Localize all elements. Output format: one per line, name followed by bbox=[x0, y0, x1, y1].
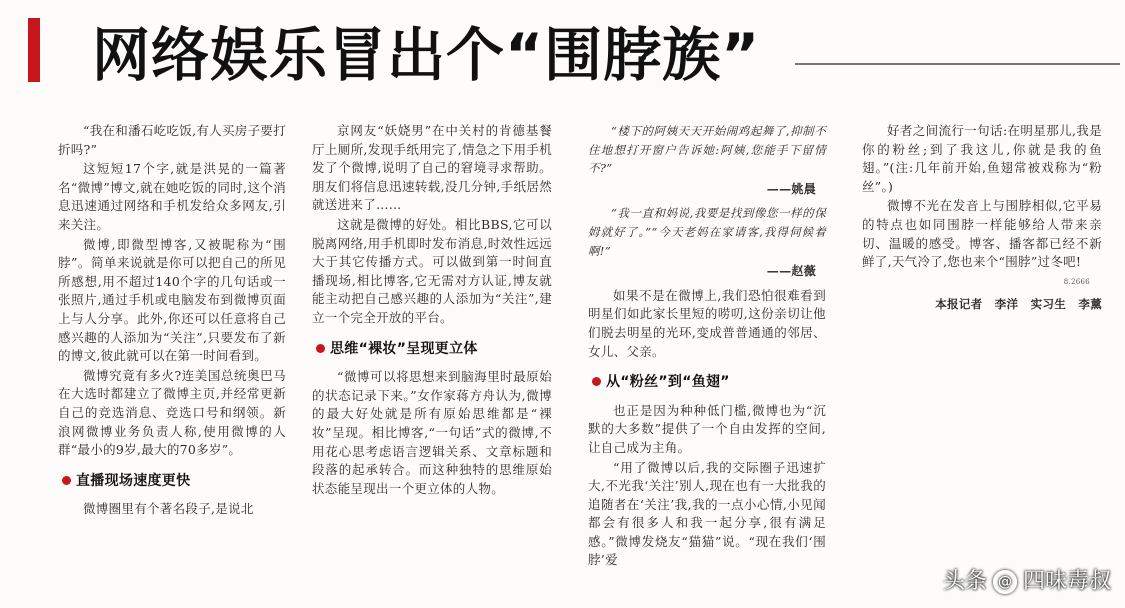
byline bbox=[862, 295, 1102, 314]
paragraph: “用了微博以后,我的交际圈子迅速扩大,不光我‘关注’别人,现在也有一大批我的追随者在‘关注’我,我的一点小心情,小见闻都会有很多人和我一起分享,很有满足感。”微博发烧友“猫猫”说。“现在我们‘围脖’爱 bbox=[588, 459, 826, 568]
paragraph: 这短短17个字,就是洪晃的一篇著名“微博”博文,就在她吃饭的同时,这个消息迅速通过网络和手机发给众多网友,引来关注。 bbox=[58, 161, 286, 232]
article-column-1 bbox=[58, 122, 286, 520]
byline-name: 李薰 bbox=[1078, 297, 1102, 312]
bullet-dot-icon bbox=[316, 344, 325, 353]
article-column-2 bbox=[312, 122, 552, 499]
paragraph: 微博不光在发音上与围脖相似,它平易的特点也如同围脖一样能够给人带来亲切、温暖的感受。博客、播客都已经不新鲜了,天气冷了,您也来个“围脖”过冬吧! bbox=[862, 198, 1102, 270]
byline-role: 实习生 bbox=[1030, 297, 1067, 312]
watermark-prefix: 头条 bbox=[942, 569, 987, 594]
article-column-4 bbox=[862, 122, 1102, 314]
quote: “楼下的阿姨天天开始闹鸡起舞了,抑制不住地想打开窗户告诉她:阿姨,您能手下留情不?” bbox=[588, 124, 826, 176]
quote-attribution: ——赵薇 bbox=[766, 264, 816, 279]
bullet-dot-icon bbox=[62, 476, 71, 485]
headline-rule bbox=[795, 63, 1120, 65]
paragraph: 好者之间流行一句话:在明星那儿,我是你的粉丝;到了我这儿,你就是我的鱼翅。”(注:几年前开始,鱼翅常被戏称为“粉丝”。) bbox=[862, 123, 1102, 194]
byline-name: 李洋 bbox=[994, 297, 1019, 312]
watermark-name: 四味毒叔 bbox=[1022, 569, 1111, 594]
headline-red-bar bbox=[28, 18, 40, 82]
subheading-text: 思维“裸妆”呈现更立体 bbox=[330, 340, 478, 357]
paragraph: 微博,即微型博客,又被昵称为“围脖”。简单来说就是你可以把自己的所见所感想,用不超过140个字的几句话或一张照片,通过手机或电脑发布到微博页面上与人分享。此外,你还可以任意将自己感兴趣的人添加为“关注”,只要发布了新的博文,彼此就可以在第一时间看到。 bbox=[58, 236, 286, 364]
subheading bbox=[58, 472, 286, 491]
quote-attribution: ——姚晨 bbox=[766, 181, 816, 196]
code-number: 8.2666 bbox=[1063, 277, 1090, 286]
paragraph: 微博究竟有多火?连美国总统奥巴马在大选时都建立了微博主页,并经常更新自己的竞选消息、竞选口号和纲领。新浪网微博业务负责人称,使用微博的人群“最小的9岁,最大的70多岁”。 bbox=[58, 367, 286, 458]
paragraph: 如果不是在微博上,我们恐怕很难看到明星们如此家长里短的唠叨,这份亲切让他们脱去明星的光环,变成普普通通的邻居、女儿、父亲。 bbox=[588, 287, 826, 359]
paragraph: 也正是因为种种低门槛,微博也为“沉默的大多数”提供了一个自由发挥的空间,让自己成为主角。 bbox=[588, 402, 826, 455]
subheading bbox=[312, 340, 552, 359]
subheading-text: 直播现场速度更快 bbox=[76, 472, 191, 489]
source-watermark bbox=[943, 566, 1111, 598]
paragraph: 这就是微博的好处。相比BBS,它可以脱离网络,用手机即时发布消息,时效性远远大于其它传播方式。可以做到第一时间直播现场,相比博客,它无需对方认证,博友就能主动把自己感兴趣的人添加为“关注”,建立一个完全开放的平台。 bbox=[312, 216, 552, 325]
subheading bbox=[588, 373, 826, 392]
paragraph: “我在和潘石屹吃饭,有人买房子要打折吗?” bbox=[58, 123, 286, 157]
bullet-dot-icon bbox=[592, 377, 601, 386]
paragraph: 微博圈里有个著名段子,是说北 bbox=[83, 501, 254, 517]
paragraph: 京网友“妖娆男”在中关村的肯德基餐厅上厕所,发现手纸用完了,情急之下用手机发了个微博,说明了自己的窘境寻求帮助。朋友们将信息迅速转载,没几分钟,手纸居然就送进来了…… bbox=[312, 123, 552, 213]
at-icon: @ bbox=[993, 570, 1017, 594]
paragraph: “微博可以将思想来到脑海里时最原始的状态记录下来。”女作家蒋方舟认为,微博的最大好处就是所有原始思维都是“裸妆”呈现。相比博客,“一句话”式的微博,不用花心思考虑语言逻辑关系、文章标题和段落的起承转合。而这种独特的思维原始状态能呈现出一个更立体的人物。 bbox=[312, 369, 552, 496]
article-column-3 bbox=[588, 122, 826, 571]
subheading-text: 从“粉丝”到“鱼翅” bbox=[606, 374, 730, 391]
page-title: 网络娱乐冒出个“围脖族” bbox=[92, 21, 761, 89]
byline-role: 本报记者 bbox=[935, 297, 983, 312]
quote: “我一直和妈说,我要是找到像您一样的保姆就好了。”“今天老妈在家请客,我得伺候着啊!” bbox=[588, 206, 826, 258]
